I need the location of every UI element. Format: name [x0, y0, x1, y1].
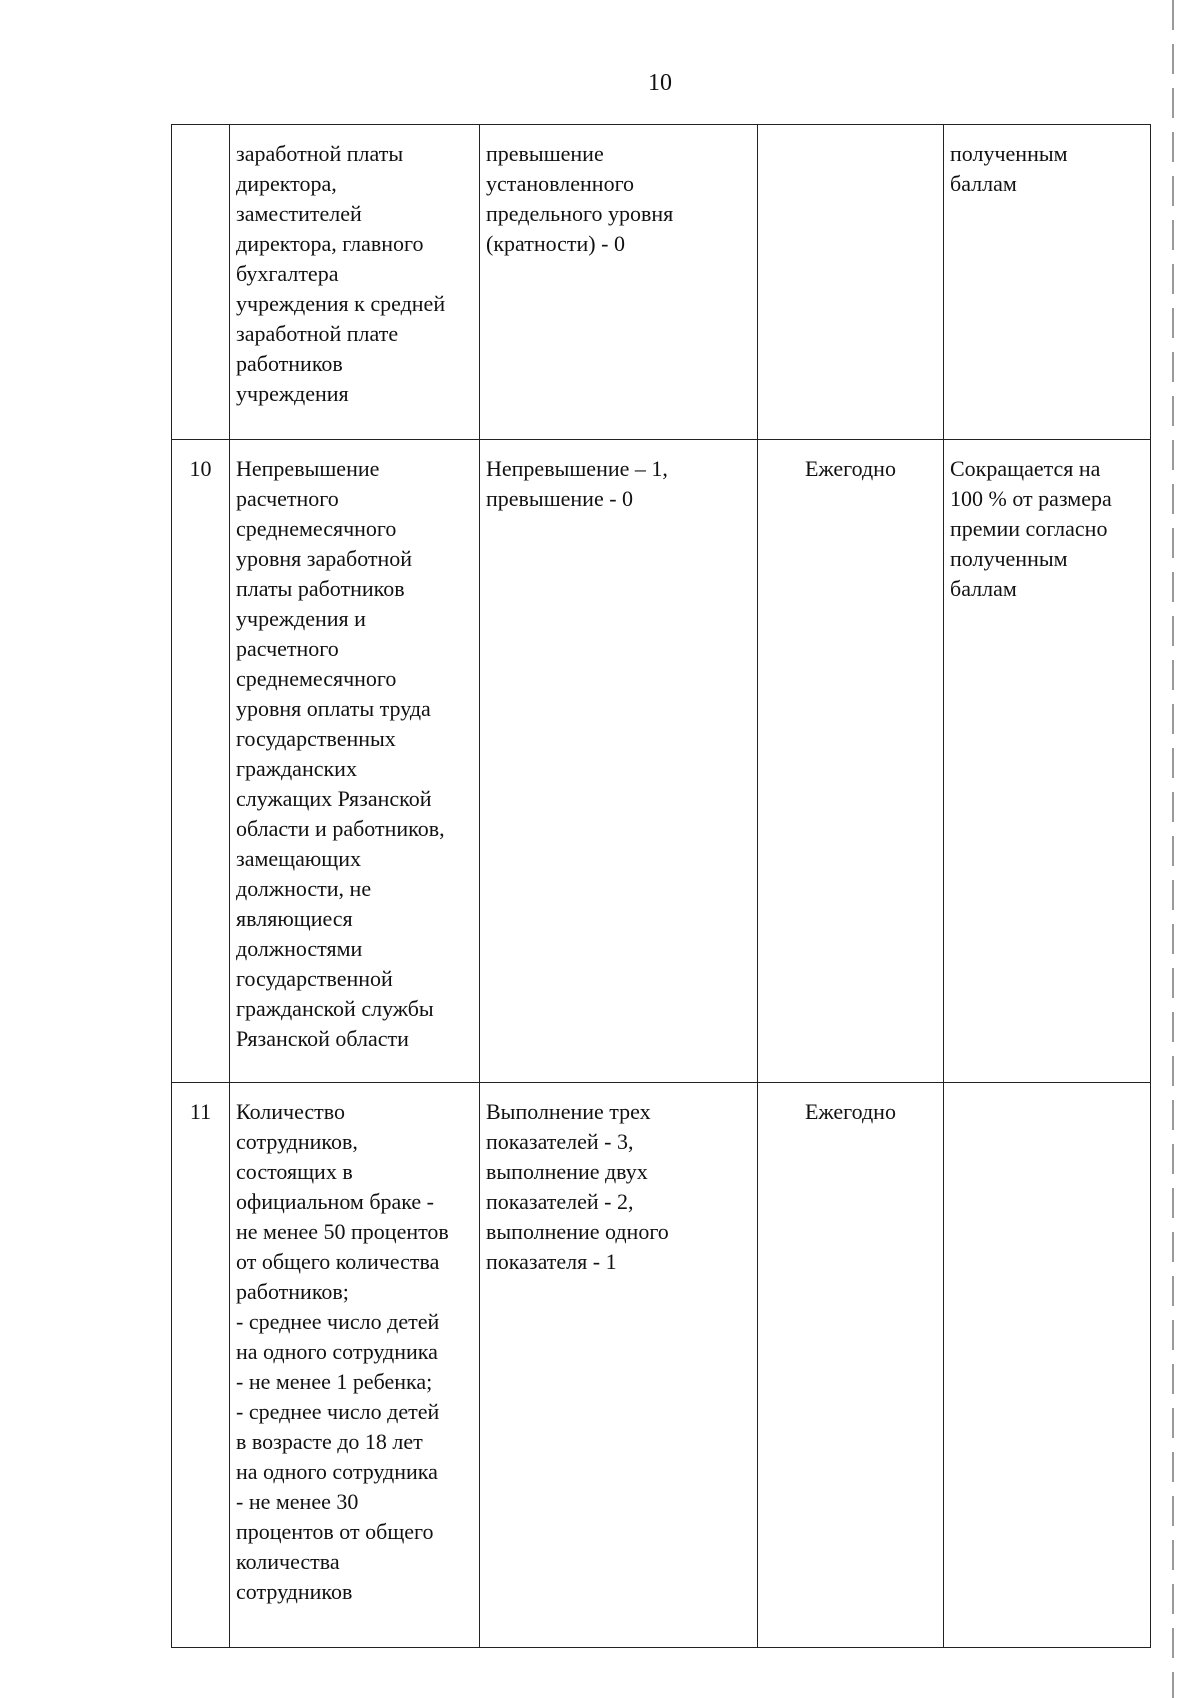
- table-row: [172, 1083, 1151, 1648]
- consequence-cell: Сокращается на 100 % от размера премии согласно полученным баллам: [944, 440, 1151, 1083]
- period-cell: [758, 125, 944, 440]
- criteria-cell: Непревышение – 1, превышение - 0: [480, 440, 758, 1083]
- indicator-cell: Непревышение расчетного среднемесячного уровня заработной платы работников учреждения и расчетного среднемесячного уровня оплаты труда государственных гражданских служащих Рязанской области и работников, замещающих должности, не являющиеся должностями государственной гражданской службы Рязанской области: [230, 440, 480, 1083]
- criteria-cell: Выполнение трех показателей - 3, выполнение двух показателей - 2, выполнение одного показателя - 1: [480, 1083, 758, 1648]
- period-cell: Ежегодно: [758, 1083, 944, 1648]
- consequence-cell: [944, 1083, 1151, 1648]
- row-number-cell: [172, 125, 230, 440]
- scan-edge-line: [1172, 0, 1174, 1698]
- row-number-cell: 11: [172, 1083, 230, 1648]
- indicator-cell: заработной платы директора, заместителей директора, главного бухгалтера учреждения к средней заработной плате работников учреждения: [230, 125, 480, 440]
- criteria-table: [171, 124, 1151, 1648]
- page-number: 10: [648, 70, 672, 96]
- indicator-cell: Количество сотрудников, состоящих в официальном браке - не менее 50 процентов от общего количества работников; - среднее число детей на одного сотрудника - не менее 1 ребенка; - среднее число детей в возрасте до 18 лет на одного сотрудника - не менее 30 процентов от общего количества сотрудников: [230, 1083, 480, 1648]
- period-cell: Ежегодно: [758, 440, 944, 1083]
- consequence-cell: полученным баллам: [944, 125, 1151, 440]
- row-number-cell: 10: [172, 440, 230, 1083]
- table-row: [172, 125, 1151, 440]
- criteria-cell: превышение установленного предельного уровня (кратности) - 0: [480, 125, 758, 440]
- table-row: [172, 440, 1151, 1083]
